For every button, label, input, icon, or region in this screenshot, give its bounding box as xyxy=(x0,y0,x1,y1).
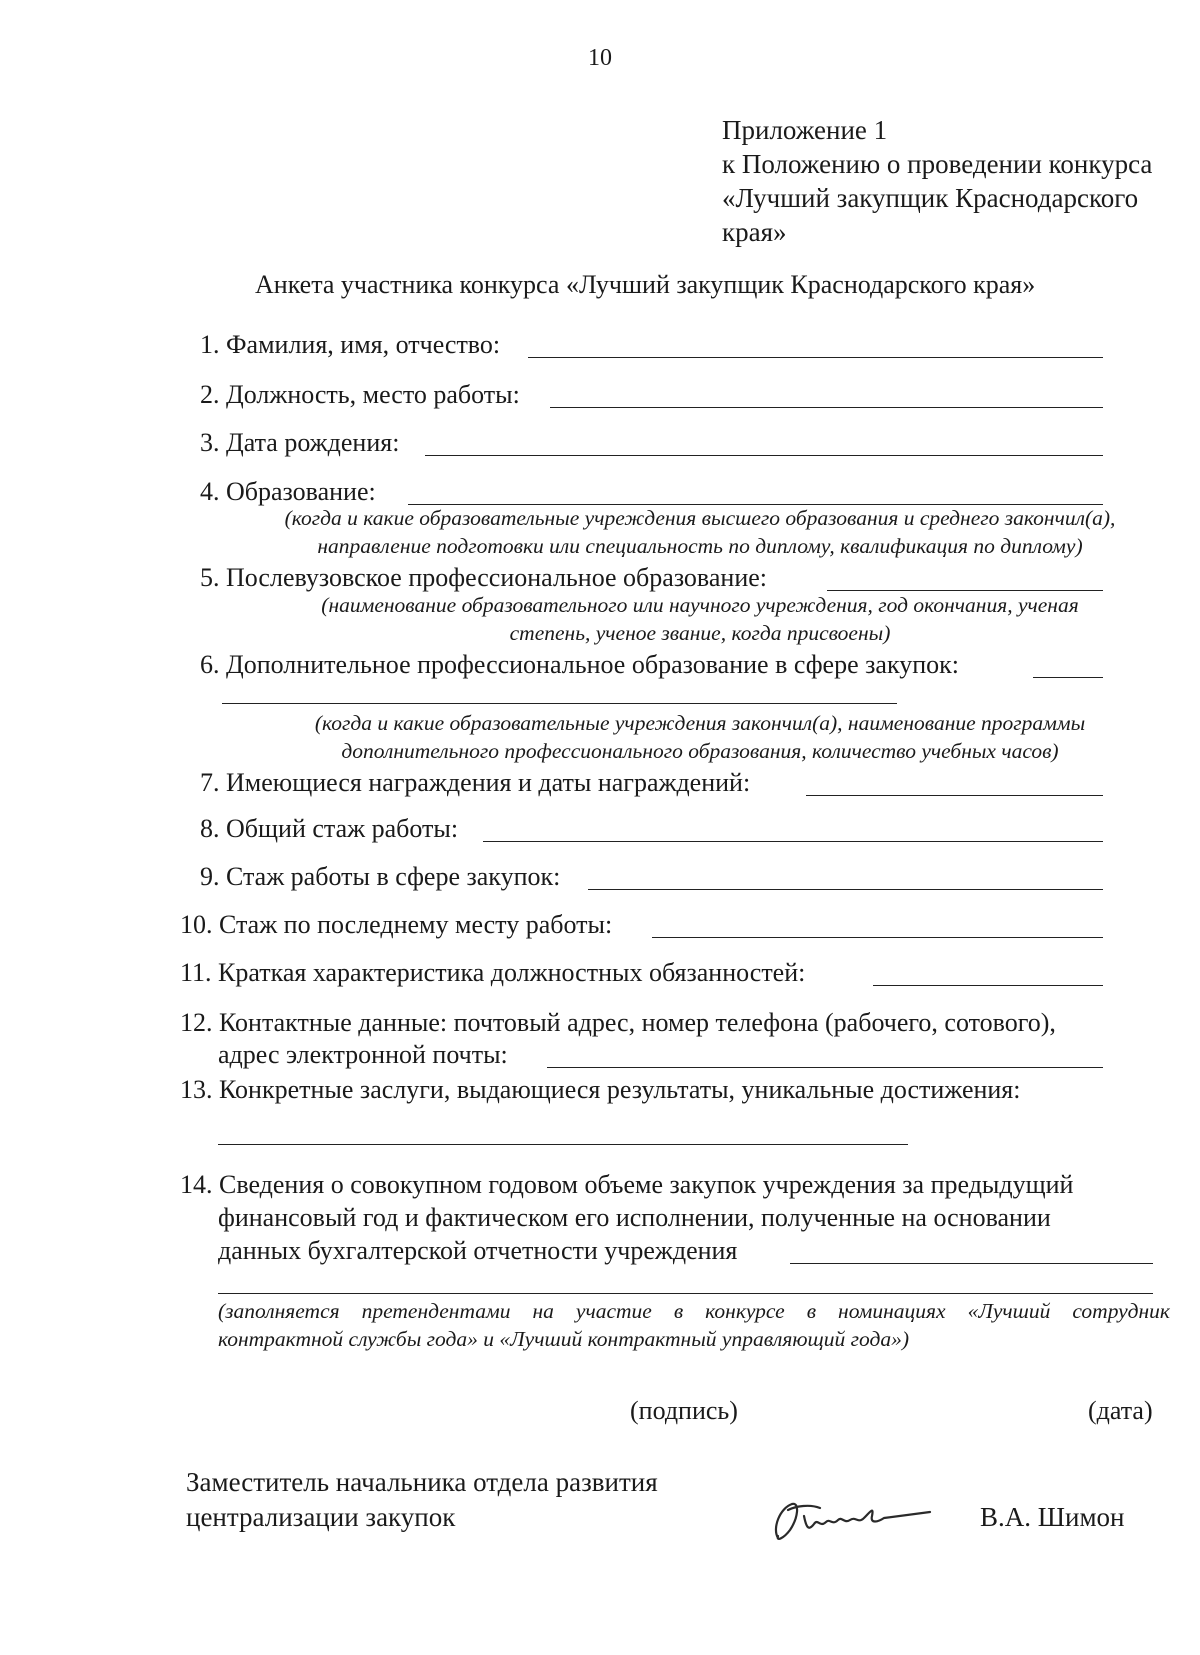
field-label-postgraduate: 5. Послевузовское профессиональное образование: xyxy=(200,563,767,592)
hint-postgraduate-2: степень, ученое звание, когда присвоены) xyxy=(509,621,891,645)
field-line-total-experience[interactable] xyxy=(483,841,1103,842)
field-label-procurement-volume-2: финансовый год и фактическом его исполнении, полученные на основании xyxy=(218,1203,1051,1232)
appendix-line-1: Приложение 1 xyxy=(722,115,888,145)
form-title: Анкета участника конкурса «Лучший закупщик Краснодарского края» xyxy=(255,270,1036,299)
field-line-birth-date[interactable] xyxy=(425,455,1103,456)
appendix-line-3: «Лучший закупщик Краснодарского xyxy=(722,183,1139,213)
field-label-email: адрес электронной почты: xyxy=(218,1040,508,1069)
field-label-position-workplace: 2. Должность, место работы: xyxy=(200,380,520,409)
field-label-last-job-experience: 10. Стаж по последнему месту работы: xyxy=(180,910,613,939)
hint-postgraduate-1: (наименование образовательного или научного учреждения, год окончания, ученая xyxy=(321,593,1079,617)
field-line-full-name[interactable] xyxy=(528,357,1103,358)
field-label-achievements: 13. Конкретные заслуги, выдающиеся результаты, уникальные достижения: xyxy=(180,1075,1021,1104)
appendix-header xyxy=(722,113,1182,249)
field-label-additional-education: 6. Дополнительное профессиональное образование в сфере закупок: xyxy=(200,650,959,679)
appendix-line-2: к Положению о проведении конкурса xyxy=(722,149,1153,179)
field-line-achievements[interactable] xyxy=(218,1144,908,1145)
field-line-position-workplace[interactable] xyxy=(550,407,1103,408)
field-label-education: 4. Образование: xyxy=(200,477,376,506)
field-label-birth-date: 3. Дата рождения: xyxy=(200,428,400,457)
field-line-postgraduate[interactable] xyxy=(827,590,1103,591)
hint-additional-education-2: дополнительного профессионального образования, количество учебных часов) xyxy=(341,739,1059,763)
field-line-email[interactable] xyxy=(547,1067,1103,1068)
field-line-procurement-experience[interactable] xyxy=(588,889,1103,890)
hint-education-2: направление подготовки или специальность по диплому, квалификация по диплому) xyxy=(317,534,1083,558)
field-line-additional-education-1[interactable] xyxy=(1033,677,1103,678)
signer-position-line-2: централизации закупок xyxy=(186,1502,456,1532)
field-label-procurement-volume-3: данных бухгалтерской отчетности учреждения xyxy=(218,1236,738,1265)
hint-additional-education-1: (когда и какие образовательные учреждения закончил(а), наименование программы xyxy=(314,711,1086,735)
field-label-duties: 11. Краткая характеристика должностных обязанностей: xyxy=(180,958,806,987)
hint-procurement-volume-1: (заполняется претендентами на участие в конкурсе в номинациях «Лучший сотрудник xyxy=(218,1299,1170,1323)
date-label: (дата) xyxy=(1088,1396,1153,1425)
field-line-duties[interactable] xyxy=(873,985,1103,986)
field-line-additional-education-2[interactable] xyxy=(222,703,897,704)
field-line-last-job-experience[interactable] xyxy=(652,937,1103,938)
signature-label: (подпись) xyxy=(630,1396,738,1425)
field-label-procurement-experience: 9. Стаж работы в сфере закупок: xyxy=(200,862,561,891)
page-number: 10 xyxy=(588,45,612,71)
field-line-procurement-volume-2[interactable] xyxy=(218,1293,1153,1294)
field-label-procurement-volume-1: 14. Сведения о совокупном годовом объеме закупок учреждения за предыдущий xyxy=(180,1170,1074,1199)
field-label-total-experience: 8. Общий стаж работы: xyxy=(200,814,459,843)
hint-education-1: (когда и какие образовательные учреждения высшего образования и среднего закончил(а), xyxy=(284,506,1116,530)
field-line-awards[interactable] xyxy=(806,795,1103,796)
appendix-line-4: края» xyxy=(722,217,787,247)
field-label-contacts: 12. Контактные данные: почтовый адрес, номер телефона (рабочего, сотового), xyxy=(180,1008,1056,1037)
field-label-full-name: 1. Фамилия, имя, отчество: xyxy=(200,330,501,359)
signer-position-line-1: Заместитель начальника отдела развития xyxy=(186,1467,658,1497)
handwritten-signature xyxy=(770,1488,940,1550)
hint-procurement-volume-2: контрактной службы года» и «Лучший контрактный управляющий года») xyxy=(218,1327,910,1351)
field-label-awards: 7. Имеющиеся награждения и даты награждений: xyxy=(200,768,751,797)
field-line-procurement-volume-1[interactable] xyxy=(790,1263,1153,1264)
signer-name: В.А. Шимон xyxy=(980,1502,1125,1532)
